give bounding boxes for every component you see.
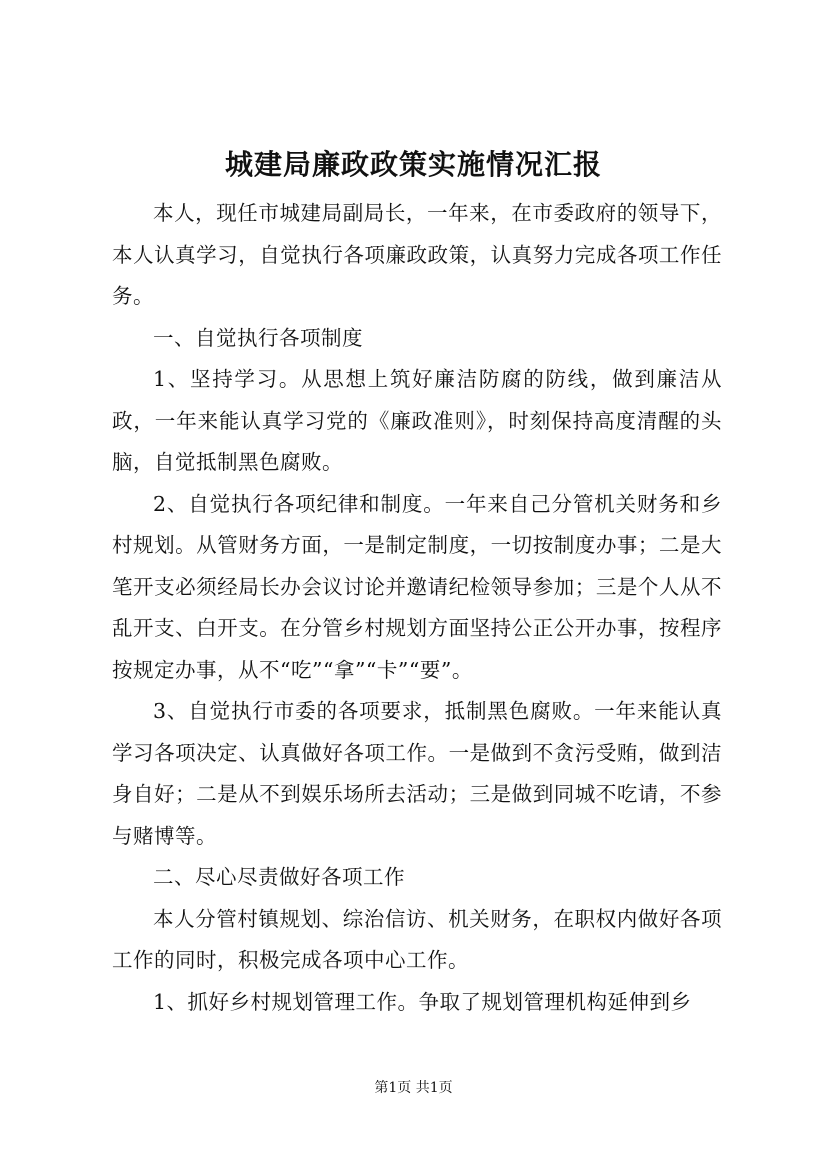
paragraph-2-intro: 本人分管村镇规划、综治信访、机关财务，在职权内做好各项工作的同时，积极完成各项中心工作。 <box>112 906 722 972</box>
paragraph-1-3: 3、自觉执行市委的各项要求，抵制黑色腐败。一年来能认真学习各项决定、认真做好各项工作。一是做到不贪污受贿，做到洁身自好；二是从不到娱乐场所去活动；三是做到同城不吃请，不参与赌博等。 <box>112 699 722 848</box>
page-footer: 第1页 共1页 <box>374 1080 453 1096</box>
paragraph-intro: 本人，现任市城建局副局长，一年来，在市委政府的领导下，本人认真学习，自觉执行各项廉政政策，认真努力完成各项工作任务。 <box>112 201 722 308</box>
paragraph-1-1: 1、坚持学习。从思想上筑好廉洁防腐的防线，做到廉洁从政，一年来能认真学习党的《廉政准则》，时刻保持高度清醒的头脑，自觉抵制黑色腐败。 <box>112 367 722 474</box>
document-body <box>112 193 722 1023</box>
section-heading-1: 一、自觉执行各项制度 <box>153 325 363 350</box>
document-title: 城建局廉政政策实施情况汇报 <box>224 148 602 181</box>
paragraph-1-2: 2、自觉执行各项纪律和制度。一年来自己分管机关财务和乡村规划。从管财务方面，一是制定制度，一切按制度办事；二是大笔开支必须经局长办会议讨论并邀请纪检领导参加；三是个人从不乱开支、白开支。在分管乡村规划方面坚持公正公开办事，按程序按规定办事，从不“吃”“拿”“卡”“要”。 <box>112 491 722 682</box>
section-heading-2: 二、尽心尽责做好各项工作 <box>153 865 405 889</box>
paragraph-2-1: 1、抓好乡村规划管理工作。争取了规划管理机构延伸到乡 <box>153 989 692 1014</box>
